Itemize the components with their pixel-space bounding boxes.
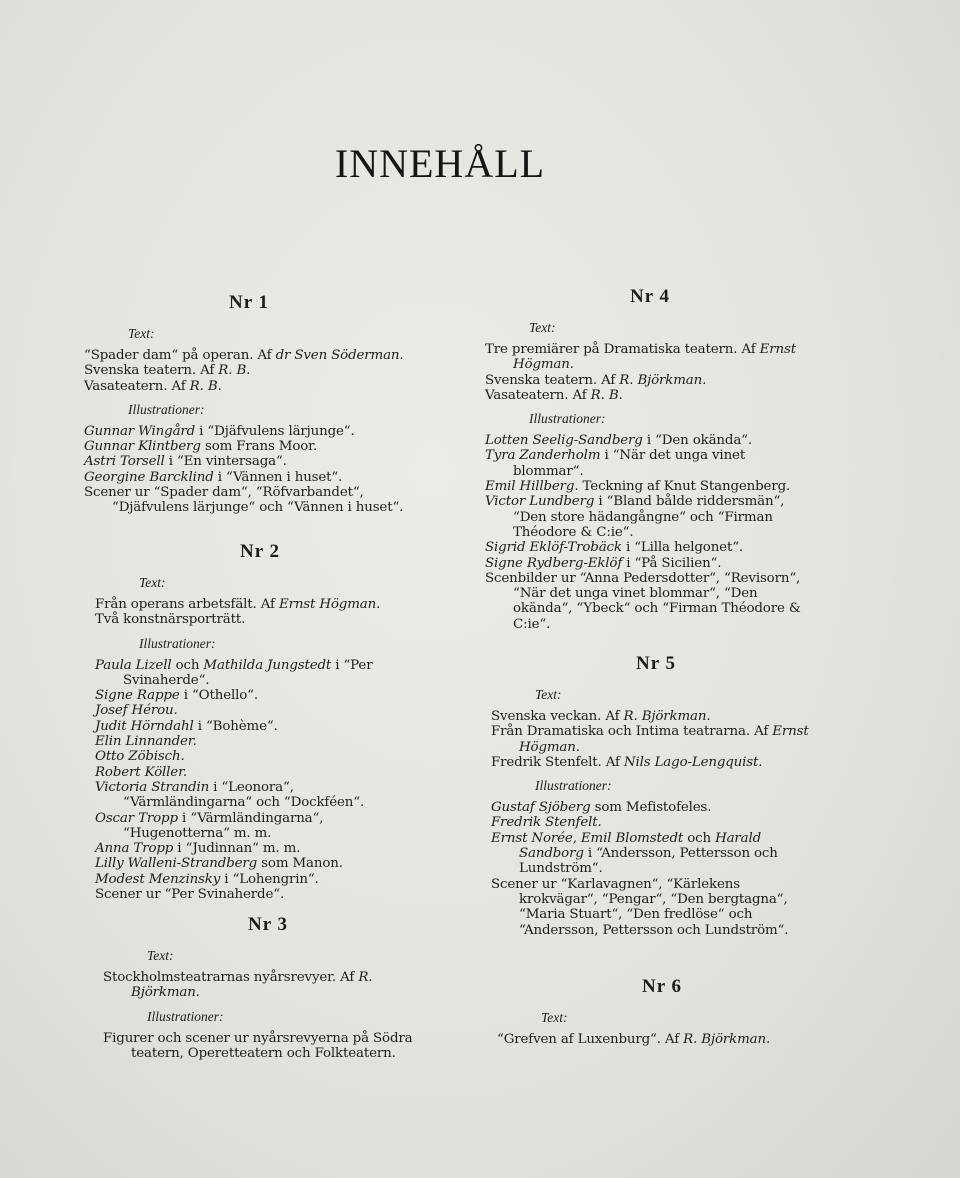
illustrations-entry — [485, 479, 815, 494]
entry-segment: Scener ur “Per Svinaherde“. — [95, 887, 285, 903]
text-list — [491, 709, 821, 770]
entry-segment: i “Lilla helgonet“. — [621, 540, 743, 556]
entry-segment: i “Lohengrin“. — [220, 871, 319, 887]
text-list — [84, 348, 414, 394]
entry-segment: Mathilda Jungstedt — [203, 657, 332, 673]
text-label: Text: — [541, 1010, 568, 1025]
text-label: Text: — [529, 320, 556, 335]
illustrations-entry — [95, 887, 425, 902]
entry-segment: Modest Menzinsky — [95, 871, 221, 887]
entry-segment: i “Värmländingarna“, “Hugenotterna“ m. m. — [123, 810, 324, 841]
text-label: Text: — [535, 687, 562, 702]
entry-segment: Oscar Tropp — [95, 810, 178, 826]
entry-segment: i “När det unga vinet blommar“. — [513, 448, 746, 479]
entry-segment: dr Sven Söderman. — [275, 348, 404, 363]
entry-segment: Ernst Högman. — [519, 724, 809, 755]
entry-segment: i “Othello“. — [179, 688, 258, 704]
entry-segment: Teckning af Knut Stangenberg. — [578, 479, 791, 495]
entry-segment: Vasateatern. Af — [84, 378, 190, 394]
section-heading: Nr 6 — [641, 976, 683, 997]
entry-segment: “Spader dam“ på operan. Af — [84, 348, 276, 363]
illustrations-list — [84, 424, 414, 516]
entry-segment: Svenska teatern. Af — [84, 363, 219, 379]
illustrations-list — [103, 1031, 433, 1062]
illustrations-entry — [485, 494, 815, 540]
illustrations-entry — [491, 800, 821, 815]
illustrations-label: Illustrationer: — [128, 401, 205, 417]
entry-segment: Figurer och scener ur nyårsrevyerna på Södra teatern, Operetteatern och Folkteatern. — [103, 1030, 413, 1061]
illustrations-entry — [84, 470, 414, 485]
entry-segment: Signe Rydberg-Eklöf — [485, 555, 623, 571]
text-list — [103, 970, 433, 1001]
entry-segment: Stockholmsteatrarnas nyårsrevyer. Af — [103, 970, 359, 985]
illustrations-entry — [95, 734, 425, 749]
section-heading: Nr 4 — [629, 286, 671, 307]
illustrations-entry — [84, 485, 414, 516]
entry-segment: Paula Lizell — [95, 657, 172, 673]
illustrations-entry — [84, 439, 414, 454]
illustrations-label: Illustrationer: — [147, 1008, 224, 1024]
section-nr-1 — [84, 292, 414, 524]
text-entry — [491, 724, 821, 755]
text-entry — [103, 970, 433, 1001]
entry-segment: Victor Lundberg — [485, 494, 595, 510]
entry-segment: i “Den okända“. — [642, 433, 752, 449]
entry-segment: Gunnar Wingård — [84, 423, 196, 439]
section-nr-2 — [95, 541, 425, 910]
entry-segment: Sigrid Eklöf-Trobäck — [485, 540, 622, 556]
entry-segment: Nils Lago-Lengquist. — [623, 754, 763, 770]
entry-segment: Scenbilder ur “Anna Pedersdotter“, “Revisorn“, “När det unga vinet blommar“, “Den okända“, “Ybeck“ och “Firman Théodore & C:ie“. — [485, 570, 801, 632]
entry-segment: R. B. — [189, 378, 222, 394]
illustrations-entry — [95, 841, 425, 856]
entry-segment: som Frans Moor. — [200, 439, 318, 455]
illustrations-entry — [84, 424, 414, 439]
illustrations-entry — [485, 540, 815, 555]
text-entry — [485, 388, 815, 403]
entry-segment: Judit Hörndahl — [95, 718, 194, 734]
text-entry — [95, 597, 425, 612]
entry-segment: Fredrik Stenfelt. — [491, 815, 602, 831]
section-heading: Nr 2 — [239, 541, 281, 562]
illustrations-label: Illustrationer: — [529, 411, 606, 427]
text-list — [497, 1032, 827, 1047]
illustrations-entry — [485, 556, 815, 571]
entry-segment: Ernst Högman. — [278, 597, 381, 612]
entry-segment: Tyra Zanderholm — [485, 448, 601, 464]
illustrations-entry — [95, 811, 425, 842]
entry-segment: i “Leonora“, “Värmländingarna“ och “Dockféen“. — [123, 779, 365, 811]
entry-segment: R. Björkman. — [683, 1032, 771, 1047]
entry-segment: Emil Hillberg. — [485, 479, 579, 495]
text-entry — [491, 709, 821, 724]
illustrations-list — [95, 658, 425, 903]
entry-segment: i “Judinnan“ m. m. — [173, 841, 301, 857]
entry-segment: Scener ur “Karlavagnen“, “Kärlekens krokvägar“, “Pengar“, “Den bergtagna“, “Maria Stuart“, “Den fredlöse“ och “Andersson, Pettersson och Lundström“. — [491, 876, 789, 938]
illustrations-entry — [84, 454, 414, 469]
entry-segment: Ernst Norée, Emil Blomstedt — [491, 830, 684, 846]
entry-segment: Signe Rappe — [95, 688, 180, 704]
text-entry — [497, 1032, 827, 1047]
illustrations-entry — [491, 815, 821, 830]
section-heading: Nr 5 — [635, 653, 677, 674]
entry-segment: R. B. — [218, 363, 251, 379]
entry-segment: Två konstnärsporträtt. — [95, 612, 246, 628]
illustrations-entry — [491, 831, 821, 877]
section-heading: Nr 1 — [228, 292, 270, 313]
entry-segment: Anna Tropp — [95, 841, 174, 857]
text-list — [485, 342, 815, 403]
illustrations-entry — [485, 571, 815, 632]
entry-segment: R. Björkman. — [623, 709, 711, 724]
illustrations-entry — [95, 780, 425, 811]
illustrations-entry — [103, 1031, 433, 1062]
entry-segment: Svenska veckan. Af — [491, 709, 624, 724]
entry-segment: Från Dramatiska och Intima teatrarna. Af — [491, 724, 773, 740]
entry-segment: i “Andersson, Pettersson och Lundström“. — [519, 846, 778, 877]
entry-segment: Fredrik Stenfelt. Af — [491, 754, 624, 770]
illustrations-entry — [491, 877, 821, 938]
entry-segment: R. B. — [590, 387, 623, 403]
entry-segment: som Mefistofeles. — [590, 800, 712, 816]
illustrations-list — [485, 433, 815, 632]
entry-segment: och — [171, 657, 204, 673]
illustrations-entry — [95, 872, 425, 887]
illustrations-entry — [95, 703, 425, 718]
text-entry — [485, 373, 815, 388]
entry-segment: Tre premiärer på Dramatiska teatern. Af — [485, 342, 760, 357]
entry-segment: Scener ur “Spader dam“, “Röfvarbandet“, “Djäfvulens lärjunge“ och “Vännen i huset“. — [84, 485, 404, 516]
entry-segment: i “Djäfvulens lärjunge“. — [195, 423, 355, 439]
entry-segment: i “Bland bålde riddersmän“, “Den store hädangångne“ och “Firman Théodore & C:ie“. — [513, 494, 785, 540]
entry-segment: i “En vintersaga“. — [164, 454, 287, 470]
entry-segment: Josef Hérou. — [95, 703, 178, 719]
illustrations-entry — [95, 856, 425, 871]
entry-segment: R. Björkman. — [131, 970, 373, 1001]
illustrations-entry — [95, 749, 425, 764]
text-label: Text: — [139, 575, 166, 590]
text-entry — [491, 755, 821, 770]
text-entry — [485, 342, 815, 373]
entry-segment: i “Bohème“. — [193, 718, 278, 734]
section-nr-3 — [103, 914, 433, 1069]
entry-segment: Robert Köller. — [95, 764, 187, 780]
section-nr-6 — [497, 976, 827, 1055]
entry-segment: Lotten Seelig-Sandberg — [485, 433, 643, 449]
illustrations-entry — [95, 688, 425, 703]
entry-segment: Gustaf Sjöberg — [491, 800, 591, 816]
entry-segment: i “Per Svinaherde“. — [123, 657, 373, 688]
entry-segment: i “Vännen i huset“. — [213, 469, 343, 485]
text-entry — [84, 348, 414, 363]
text-entry — [95, 612, 425, 627]
illustrations-label: Illustrationer: — [535, 778, 612, 794]
entry-segment: i “På Sicilien“. — [622, 555, 722, 571]
section-nr-5 — [491, 653, 821, 946]
text-entry — [84, 363, 414, 378]
entry-segment: och — [683, 830, 716, 846]
entry-segment: Från operans arbetsfält. Af — [95, 597, 279, 612]
entry-segment: R. Björkman. — [619, 372, 707, 388]
entry-segment: “Grefven af Luxenburg“. Af — [497, 1032, 684, 1047]
page-title: INNEHÅLL — [334, 141, 546, 186]
entry-segment: Victoria Strandin — [95, 779, 210, 795]
entry-segment: Georgine Barcklind — [84, 469, 214, 485]
entry-segment: Astri Torsell — [84, 454, 165, 470]
illustrations-entry — [485, 448, 815, 479]
illustrations-label: Illustrationer: — [139, 635, 216, 651]
section-heading: Nr 3 — [247, 914, 289, 935]
text-list — [95, 597, 425, 628]
illustrations-entry — [95, 765, 425, 780]
entry-segment: Otto Zöbisch. — [95, 749, 185, 765]
entry-segment: Gunnar Klintberg — [84, 439, 201, 455]
illustrations-entry — [95, 719, 425, 734]
entry-segment: som Manon. — [257, 856, 343, 872]
entry-segment: Elin Linnander. — [95, 734, 197, 750]
text-label: Text: — [128, 326, 155, 341]
entry-segment: Vasateatern. Af — [485, 387, 591, 403]
section-nr-4 — [485, 286, 815, 640]
entry-segment: Ernst Högman. — [513, 342, 796, 373]
text-entry — [84, 379, 414, 394]
text-label: Text: — [147, 948, 174, 963]
entry-segment: Lilly Walleni-Strandberg — [95, 856, 258, 872]
illustrations-entry — [95, 658, 425, 689]
illustrations-list — [491, 800, 821, 938]
entry-segment: Harald Sandborg — [519, 830, 762, 862]
entry-segment: Svenska teatern. Af — [485, 372, 620, 388]
illustrations-entry — [485, 433, 815, 448]
